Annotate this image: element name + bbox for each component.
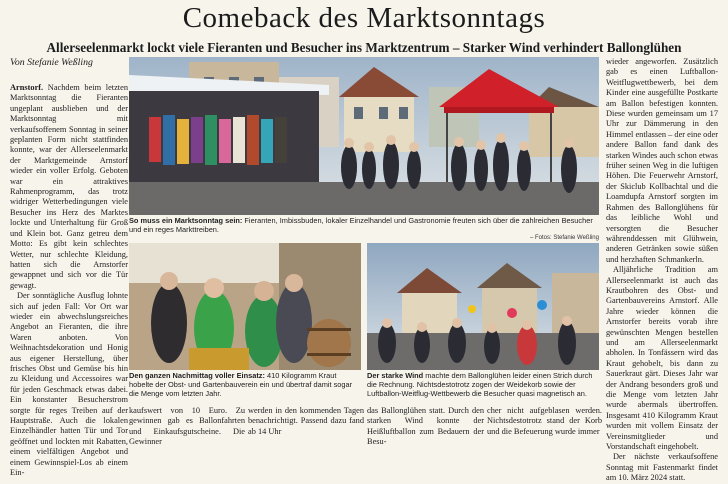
main-caption-text: Fieranten, Imbissbuden, lokaler Einzelhandel und Gastronomie freuten sich über die zahlreichen Besucher und ein reges Markttreiben. — [129, 216, 593, 234]
subheadline: Allerseelenmarkt lockt viele Fieranten und Besucher ins Marktzentrum – Starker Wind verhindert Ballonglühen — [46, 40, 682, 55]
wind-caption-text: machte dem Ballonglühen leider einen Strich durch die Rechnung. Nichtsdestotrotz zogen der Weidekorb sowie der Luftballon-Weitflug-Wettbewerb die Besucher quasi magnetisch an. — [367, 371, 593, 398]
article-column-2 — [129, 406, 245, 447]
kraut-photo — [129, 243, 361, 370]
paragraph-2: Der sonntägliche Ausflug lohnte sich auf jeden Fall: Vor Ort war wieder ein abwechslungsreiches Angebot an Fieranten, die ihre Waren anboten. Von Weihnachtsdekoration und Honig aus eigener Herstellung, über frisches Obst und Gemüse bis hin zu Kleidung und Accessoires war für jeden Geschmack etwas dabei. Ein konstanter Besucherstrom sorgte für reges Treiben auf der Hauptstraße. Auch die lokalen Einzelhändler hatten Tür und Tor geöffnet und lockten mit Rabatten, einem vielfältigen Angebot und einem Gewinnspiel-Los ab einem Ein- — [10, 291, 128, 478]
column-2-text: kaufswert von 10 Euro. Zu gewinnen gab es Ballonfahrten und Einkaufsgutscheine. Die Gewinner — [129, 406, 245, 447]
article-column-4 — [367, 406, 484, 447]
column-4-text: das Ballonglühen statt. Durch den starken Wind konnte der Heißluftballon zum Bedauern der Besu- — [367, 406, 484, 447]
article-column-1 — [10, 83, 128, 478]
headline: Comeback des Marktsonntags — [182, 2, 546, 34]
dateline: Arnstorf. — [10, 83, 44, 92]
kraut-caption-lead: Den ganzen Nachmittag voller Einsatz: — [129, 371, 265, 380]
kraut-photo-caption — [129, 371, 361, 398]
main-photo-caption — [129, 216, 599, 234]
main-caption-lead: So muss ein Marktsonntag sein: — [129, 216, 243, 225]
article-column-3 — [248, 406, 364, 443]
column-6-paragraph-3: Der nächste verkaufsoffene Sonntag mit Fastenmarkt findet am 10. März 2024 statt. — [606, 452, 718, 483]
wind-photo-caption — [367, 371, 599, 398]
kraut-caption-text: 410 Kilogramm Kraut hobelte der Obst- und Gartenbauverein ein und übertraf damit sogar die Menge vom letzten Jahr. — [129, 371, 353, 398]
column-6-paragraph-1: wieder angeworfen. Zusätzlich gab es einen Luftballon-Weitflugwettbewerb, bei dem Kinder eine ausgefüllte Postkarte am Ballon befestigen konnten. Diese wurden gemeinsam um 17 Uhr zur Dämmerung in den Himmel entlassen – der eine oder andere Ballon fand dank des starken Windes auch schon etwas früher seinen Weg in die luftigen Höhen. Die Feuerwehr Arnstorf, der Skiclub Kollbachtal und die Loamdupfa Arnstorf sorgten im Rahmen des Ballonglühens für das leibliche Wohl und versorgten die Besucher währenddessen mit Glühwein, anderen Getränken sowie süßen und herzhaften Schmankerln. — [606, 57, 718, 264]
wind-photo — [367, 243, 599, 370]
wind-caption-lead: Der starke Wind — [367, 371, 424, 380]
article-column-5 — [487, 406, 602, 443]
byline: Von Stefanie Weßling — [10, 57, 93, 68]
main-photo — [129, 57, 599, 215]
column-6-paragraph-2: Alljährliche Tradition am Allerseelenmarkt ist auch das Krautbohren des Obst- und Gartenbauvereins Arnstorf. Alle Jahre wieder können die Arnstorfer bereits vorab ihre gewünschten Mengen bestellen und am Allerseelenmarkt abholen. In Tonfässern wird das Kraut gehobelt, bis dann zu Sauerkraut gärt. Dieses Jahr war der Andrang besonders groß und die Menge vom letzten Jahr wurde abermals übertroffen. Insgesamt 410 Kilogramm Kraut wurden mit vollem Einsatz der Vereinsmitglieder und Vorstandschaft eingehobelt. — [606, 265, 718, 452]
paragraph-1 — [10, 83, 128, 291]
photo-credit: – Fotos: Stefanie Weßling — [530, 235, 599, 241]
column-3-text: werden in den kommenden Tagen benachrichtigt. Passend dazu fand ab 14 Uhr — [248, 406, 364, 436]
article-column-6 — [606, 57, 718, 483]
column-5-text: cher nicht aufgeblasen werden. Nichtsdestotrotz stand der Korb und die Befeuerung wurde immer — [487, 406, 602, 436]
paragraph-1-text: Nachdem beim letzten Marktsonntag die Fieranten ungeplant ausblieben und der Marktsonntag mit verkaufsoffenem Sonntag in seiner geplanten Form nicht stattfinden konnte, war der Allerseelenmarkt der Marktgemeinde Arnstorf wieder ein voller Erfolg. Geboten war ein attraktives Rahmenprogramm, das trotz widriger Wetterbedingungen viele Besucher ins Herz des Marktes lockte und Unterhaltung für Groß und Klein bot. Ganz getreu dem Motto: Es gibt kein schlechtes Wetter, nur schlechte Kleidung, hatten sich die Arnstorfer gewappnet und sich vor die Tür gewagt. — [10, 83, 128, 290]
